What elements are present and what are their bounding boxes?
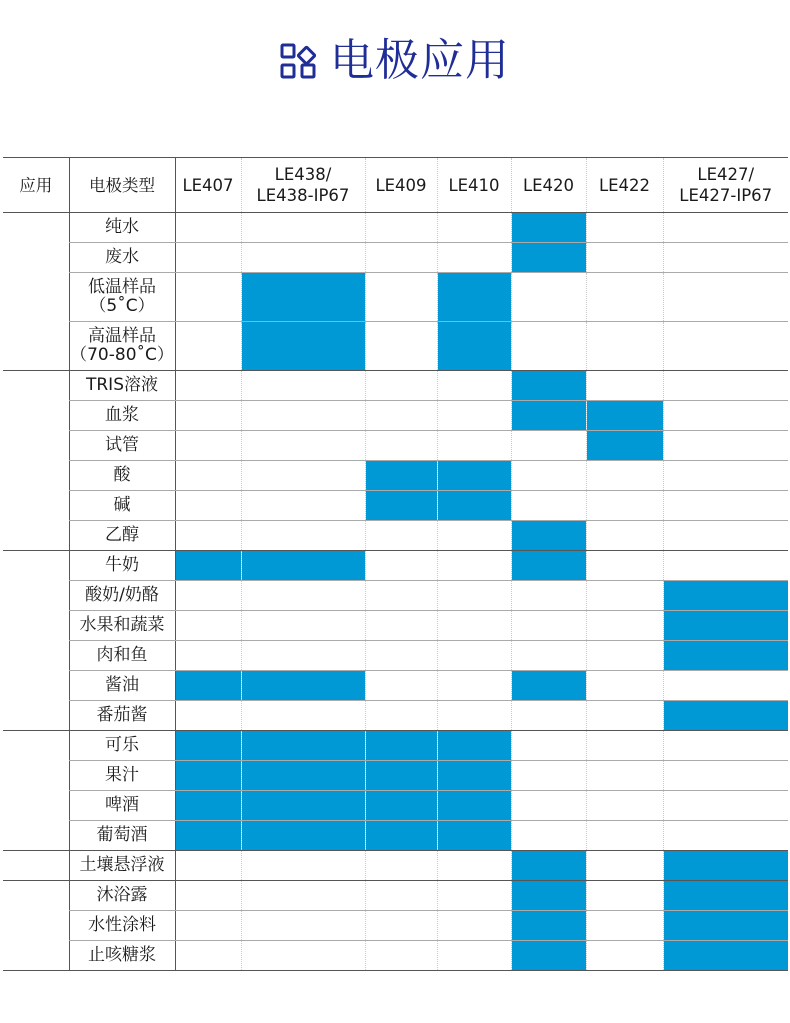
table-row [3, 881, 788, 911]
empty-cell [511, 273, 586, 322]
empty-cell [365, 851, 437, 881]
suitable-mark-cell [663, 701, 788, 731]
suitable-mark-cell [437, 791, 511, 821]
empty-cell [586, 521, 663, 551]
empty-cell [511, 821, 586, 851]
empty-cell [365, 701, 437, 731]
electrode-type-cell: 果汁 [69, 761, 175, 791]
electrode-type-cell: 血浆 [69, 401, 175, 431]
table-row [3, 701, 788, 731]
suitable-mark-cell [241, 551, 365, 581]
empty-cell [241, 521, 365, 551]
table-row [3, 213, 788, 243]
empty-cell [586, 581, 663, 611]
empty-cell [175, 701, 241, 731]
suitable-mark-cell [175, 821, 241, 851]
application-group-cell [3, 881, 69, 971]
empty-cell [437, 851, 511, 881]
suitable-mark-cell [511, 851, 586, 881]
empty-cell [241, 641, 365, 671]
empty-cell [241, 243, 365, 273]
application-group-cell [3, 851, 69, 881]
empty-cell [241, 941, 365, 971]
electrode-type-cell: 碱 [69, 491, 175, 521]
page-title [0, 30, 790, 92]
header-le409: LE409 [365, 158, 437, 213]
empty-cell [586, 322, 663, 371]
table-row [3, 911, 788, 941]
electrode-type-cell: 乙醇 [69, 521, 175, 551]
empty-cell [365, 641, 437, 671]
empty-cell [586, 671, 663, 701]
table-row [3, 243, 788, 273]
empty-cell [663, 491, 788, 521]
empty-cell [241, 401, 365, 431]
table-row [3, 641, 788, 671]
table-row [3, 611, 788, 641]
empty-cell [437, 671, 511, 701]
suitable-mark-cell [437, 461, 511, 491]
empty-cell [175, 851, 241, 881]
empty-cell [586, 881, 663, 911]
table-row [3, 491, 788, 521]
grid-icon [280, 43, 316, 79]
empty-cell [365, 243, 437, 273]
empty-cell [663, 371, 788, 401]
table-row [3, 273, 788, 322]
suitable-mark-cell [663, 641, 788, 671]
electrode-application-table [3, 157, 788, 971]
suitable-mark-cell [511, 371, 586, 401]
table-row [3, 821, 788, 851]
empty-cell [365, 551, 437, 581]
empty-cell [241, 491, 365, 521]
empty-cell [663, 761, 788, 791]
header-le410: LE410 [437, 158, 511, 213]
empty-cell [586, 941, 663, 971]
empty-cell [175, 911, 241, 941]
electrode-type-cell: 土壤悬浮液 [69, 851, 175, 881]
suitable-mark-cell [663, 941, 788, 971]
empty-cell [241, 581, 365, 611]
empty-cell [511, 461, 586, 491]
table-row [3, 941, 788, 971]
electrode-type-cell: 啤酒 [69, 791, 175, 821]
empty-cell [241, 851, 365, 881]
suitable-mark-cell [511, 881, 586, 911]
suitable-mark-cell [663, 881, 788, 911]
header-le420: LE420 [511, 158, 586, 213]
empty-cell [663, 273, 788, 322]
table-row [3, 851, 788, 881]
empty-cell [586, 911, 663, 941]
suitable-mark-cell [437, 491, 511, 521]
empty-cell [663, 821, 788, 851]
suitable-mark-cell [175, 731, 241, 761]
table-row [3, 671, 788, 701]
empty-cell [175, 371, 241, 401]
electrode-type-cell: 高温样品 （70-80˚C） [69, 322, 175, 371]
suitable-mark-cell [511, 551, 586, 581]
empty-cell [511, 641, 586, 671]
empty-cell [365, 881, 437, 911]
empty-cell [586, 761, 663, 791]
empty-cell [586, 731, 663, 761]
suitable-mark-cell [365, 791, 437, 821]
empty-cell [663, 731, 788, 761]
suitable-mark-cell [437, 821, 511, 851]
empty-cell [663, 521, 788, 551]
suitable-mark-cell [175, 761, 241, 791]
empty-cell [511, 731, 586, 761]
header-le427: LE427/ LE427-IP67 [663, 158, 788, 213]
empty-cell [365, 941, 437, 971]
suitable-mark-cell [663, 851, 788, 881]
empty-cell [175, 581, 241, 611]
table-body [3, 213, 788, 971]
empty-cell [511, 322, 586, 371]
empty-cell [663, 213, 788, 243]
suitable-mark-cell [241, 791, 365, 821]
empty-cell [175, 431, 241, 461]
electrode-type-cell: 水果和蔬菜 [69, 611, 175, 641]
electrode-type-cell: 肉和鱼 [69, 641, 175, 671]
suitable-mark-cell [365, 731, 437, 761]
electrode-type-cell: TRIS溶液 [69, 371, 175, 401]
table-row [3, 791, 788, 821]
empty-cell [175, 521, 241, 551]
empty-cell [437, 611, 511, 641]
empty-cell [437, 521, 511, 551]
empty-cell [175, 401, 241, 431]
empty-cell [437, 551, 511, 581]
empty-cell [175, 491, 241, 521]
empty-cell [586, 243, 663, 273]
empty-cell [511, 491, 586, 521]
suitable-mark-cell [511, 941, 586, 971]
empty-cell [586, 371, 663, 401]
table-row [3, 581, 788, 611]
electrode-type-cell: 酸 [69, 461, 175, 491]
empty-cell [586, 491, 663, 521]
empty-cell [175, 322, 241, 371]
table-row [3, 761, 788, 791]
suitable-mark-cell [511, 911, 586, 941]
empty-cell [175, 273, 241, 322]
suitable-mark-cell [511, 401, 586, 431]
suitable-mark-cell [511, 671, 586, 701]
empty-cell [241, 461, 365, 491]
header-electrode-type: 电极类型 [69, 158, 175, 213]
suitable-mark-cell [437, 322, 511, 371]
empty-cell [365, 401, 437, 431]
empty-cell [241, 911, 365, 941]
suitable-mark-cell [241, 273, 365, 322]
empty-cell [663, 431, 788, 461]
header-le422: LE422 [586, 158, 663, 213]
suitable-mark-cell [365, 761, 437, 791]
table-row [3, 521, 788, 551]
empty-cell [241, 371, 365, 401]
suitable-mark-cell [437, 273, 511, 322]
empty-cell [437, 911, 511, 941]
empty-cell [175, 213, 241, 243]
suitable-mark-cell [586, 401, 663, 431]
empty-cell [241, 701, 365, 731]
empty-cell [586, 701, 663, 731]
suitable-mark-cell [241, 671, 365, 701]
empty-cell [437, 243, 511, 273]
empty-cell [663, 461, 788, 491]
empty-cell [365, 213, 437, 243]
title-text: 电极应用 [330, 35, 510, 86]
empty-cell [663, 401, 788, 431]
header-row [3, 158, 788, 213]
table-row [3, 551, 788, 581]
electrode-type-cell: 沐浴露 [69, 881, 175, 911]
empty-cell [437, 431, 511, 461]
empty-cell [365, 581, 437, 611]
electrode-type-cell: 葡萄酒 [69, 821, 175, 851]
electrode-type-cell: 水性涂料 [69, 911, 175, 941]
suitable-mark-cell [175, 551, 241, 581]
application-group-cell [3, 213, 69, 371]
suitable-mark-cell [663, 581, 788, 611]
empty-cell [241, 881, 365, 911]
application-group-cell [3, 551, 69, 731]
table-row [3, 371, 788, 401]
table-row [3, 401, 788, 431]
empty-cell [663, 322, 788, 371]
electrode-type-cell: 酱油 [69, 671, 175, 701]
empty-cell [586, 213, 663, 243]
empty-cell [241, 431, 365, 461]
electrode-type-cell: 止咳糖浆 [69, 941, 175, 971]
empty-cell [437, 701, 511, 731]
empty-cell [511, 581, 586, 611]
suitable-mark-cell [175, 791, 241, 821]
empty-cell [511, 431, 586, 461]
header-le438: LE438/ LE438-IP67 [241, 158, 365, 213]
empty-cell [511, 701, 586, 731]
empty-cell [586, 273, 663, 322]
empty-cell [241, 213, 365, 243]
suitable-mark-cell [511, 521, 586, 551]
electrode-type-cell: 低温样品 （5˚C） [69, 273, 175, 322]
empty-cell [365, 431, 437, 461]
table-row [3, 431, 788, 461]
electrode-type-cell: 废水 [69, 243, 175, 273]
empty-cell [663, 791, 788, 821]
empty-cell [586, 461, 663, 491]
empty-cell [437, 881, 511, 911]
empty-cell [586, 641, 663, 671]
empty-cell [511, 611, 586, 641]
empty-cell [437, 641, 511, 671]
empty-cell [663, 243, 788, 273]
suitable-mark-cell [511, 243, 586, 273]
empty-cell [365, 611, 437, 641]
suitable-mark-cell [175, 671, 241, 701]
empty-cell [365, 521, 437, 551]
suitable-mark-cell [437, 761, 511, 791]
suitable-mark-cell [663, 911, 788, 941]
empty-cell [437, 401, 511, 431]
empty-cell [175, 243, 241, 273]
empty-cell [586, 851, 663, 881]
suitable-mark-cell [437, 731, 511, 761]
empty-cell [365, 322, 437, 371]
table-row [3, 731, 788, 761]
suitable-mark-cell [241, 761, 365, 791]
empty-cell [586, 551, 663, 581]
electrode-type-cell: 牛奶 [69, 551, 175, 581]
empty-cell [175, 461, 241, 491]
electrode-type-cell: 番茄酱 [69, 701, 175, 731]
empty-cell [586, 821, 663, 851]
empty-cell [437, 581, 511, 611]
empty-cell [365, 273, 437, 322]
suitable-mark-cell [663, 611, 788, 641]
empty-cell [663, 671, 788, 701]
empty-cell [175, 641, 241, 671]
suitable-mark-cell [365, 491, 437, 521]
empty-cell [586, 791, 663, 821]
suitable-mark-cell [511, 213, 586, 243]
empty-cell [437, 371, 511, 401]
empty-cell [365, 371, 437, 401]
header-application: 应用 [3, 158, 69, 213]
suitable-mark-cell [365, 461, 437, 491]
suitable-mark-cell [241, 821, 365, 851]
empty-cell [365, 911, 437, 941]
empty-cell [241, 611, 365, 641]
suitable-mark-cell [586, 431, 663, 461]
application-group-cell [3, 371, 69, 551]
electrode-type-cell: 纯水 [69, 213, 175, 243]
empty-cell [663, 551, 788, 581]
empty-cell [175, 881, 241, 911]
application-group-cell [3, 731, 69, 851]
empty-cell [437, 213, 511, 243]
table-row [3, 461, 788, 491]
empty-cell [511, 791, 586, 821]
empty-cell [365, 671, 437, 701]
empty-cell [511, 761, 586, 791]
electrode-type-cell: 试管 [69, 431, 175, 461]
suitable-mark-cell [241, 322, 365, 371]
empty-cell [586, 611, 663, 641]
table-row [3, 322, 788, 371]
electrode-type-cell: 可乐 [69, 731, 175, 761]
empty-cell [437, 941, 511, 971]
empty-cell [175, 941, 241, 971]
suitable-mark-cell [241, 731, 365, 761]
suitable-mark-cell [365, 821, 437, 851]
header-le407: LE407 [175, 158, 241, 213]
electrode-type-cell: 酸奶/奶酪 [69, 581, 175, 611]
empty-cell [175, 611, 241, 641]
